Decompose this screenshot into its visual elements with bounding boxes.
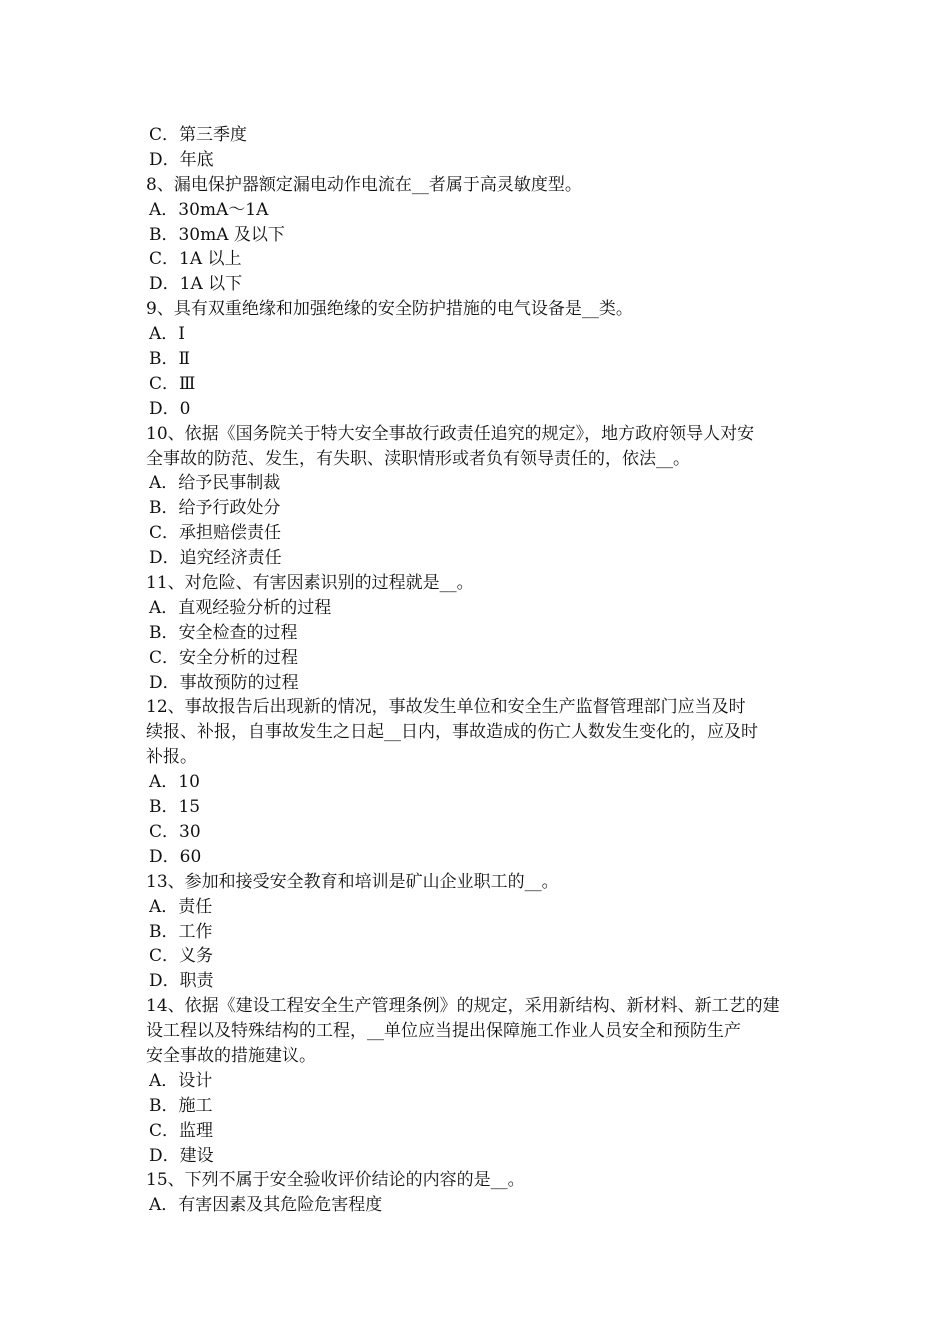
question-text: 安全事故的措施建议。: [146, 1045, 316, 1066]
answer-option: B．给予行政处分: [149, 498, 281, 519]
answer-option: A．给予民事制裁: [149, 473, 281, 494]
answer-option: C．Ⅲ: [149, 373, 196, 394]
answer-option: D．事故预防的过程: [149, 672, 299, 693]
answer-option: B．施工: [149, 1095, 213, 1116]
question-text: 设工程以及特殊结构的工程，__单位应当提出保障施工作业人员安全和预防生产: [146, 1021, 741, 1042]
answer-option: A．Ⅰ: [149, 324, 185, 345]
answer-option: D．1A 以下: [149, 274, 243, 295]
answer-option: C．30: [149, 821, 201, 842]
question-text: 15、下列不属于安全验收评价结论的内容的是__。: [146, 1170, 525, 1191]
question-text: 11、对危险、有害因素识别的过程就是__。: [146, 573, 474, 594]
answer-option: A．设计: [149, 1070, 213, 1091]
answer-option: D．60: [149, 846, 202, 867]
answer-option: B．安全检查的过程: [149, 622, 298, 643]
answer-option: D．职责: [149, 971, 214, 992]
answer-option: B．Ⅱ: [149, 349, 191, 370]
answer-option: D．年底: [149, 149, 214, 170]
answer-option: C．义务: [149, 946, 214, 967]
answer-option: C．1A 以上: [149, 249, 242, 270]
answer-option: A．30mA～1A: [149, 199, 269, 220]
question-text: 全事故的防范、发生，有失职、渎职情形或者负有领导责任的，依法__。: [146, 448, 690, 469]
question-text: 14、依据《建设工程安全生产管理条例》的规定，采用新结构、新材料、新工艺的建: [146, 996, 780, 1017]
answer-option: D．追究经济责任: [149, 548, 282, 569]
question-text: 续报、补报，自事故发生之日起__日内，事故造成的伤亡人数发生变化的，应及时: [146, 722, 758, 743]
answer-option: C．承担赔偿责任: [149, 523, 282, 544]
question-text: 8、漏电保护器额定漏电动作电流在__者属于高灵敏度型。: [146, 174, 582, 195]
answer-option: C．第三季度: [149, 125, 248, 145]
question-text: 补报。: [146, 747, 197, 768]
answer-option: B．30mA 及以下: [149, 224, 285, 245]
answer-option: B．15: [149, 797, 201, 818]
answer-option: A．10: [149, 772, 200, 793]
answer-option: C．监理: [149, 1120, 214, 1141]
answer-option: C．安全分析的过程: [149, 647, 299, 668]
answer-option: A．责任: [149, 896, 213, 917]
answer-option: A．有害因素及其危险危害程度: [149, 1195, 383, 1216]
question-text: 10、依据《国务院关于特大安全事故行政责任追究的规定》，地方政府领导人对安: [146, 423, 755, 444]
question-text: 9、具有双重绝缘和加强绝缘的安全防护措施的电气设备是__类。: [146, 299, 633, 320]
answer-option: A．直观经验分析的过程: [149, 597, 332, 618]
question-text: 12、事故报告后出现新的情况，事故发生单位和安全生产监督管理部门应当及时: [146, 697, 746, 718]
question-text: 13、参加和接受安全教育和培训是矿山企业职工的__。: [146, 871, 559, 892]
answer-option: D．0: [149, 398, 191, 419]
answer-option: B．工作: [149, 921, 213, 942]
answer-option: D．建设: [149, 1145, 214, 1166]
question-list: [146, 123, 810, 1218]
